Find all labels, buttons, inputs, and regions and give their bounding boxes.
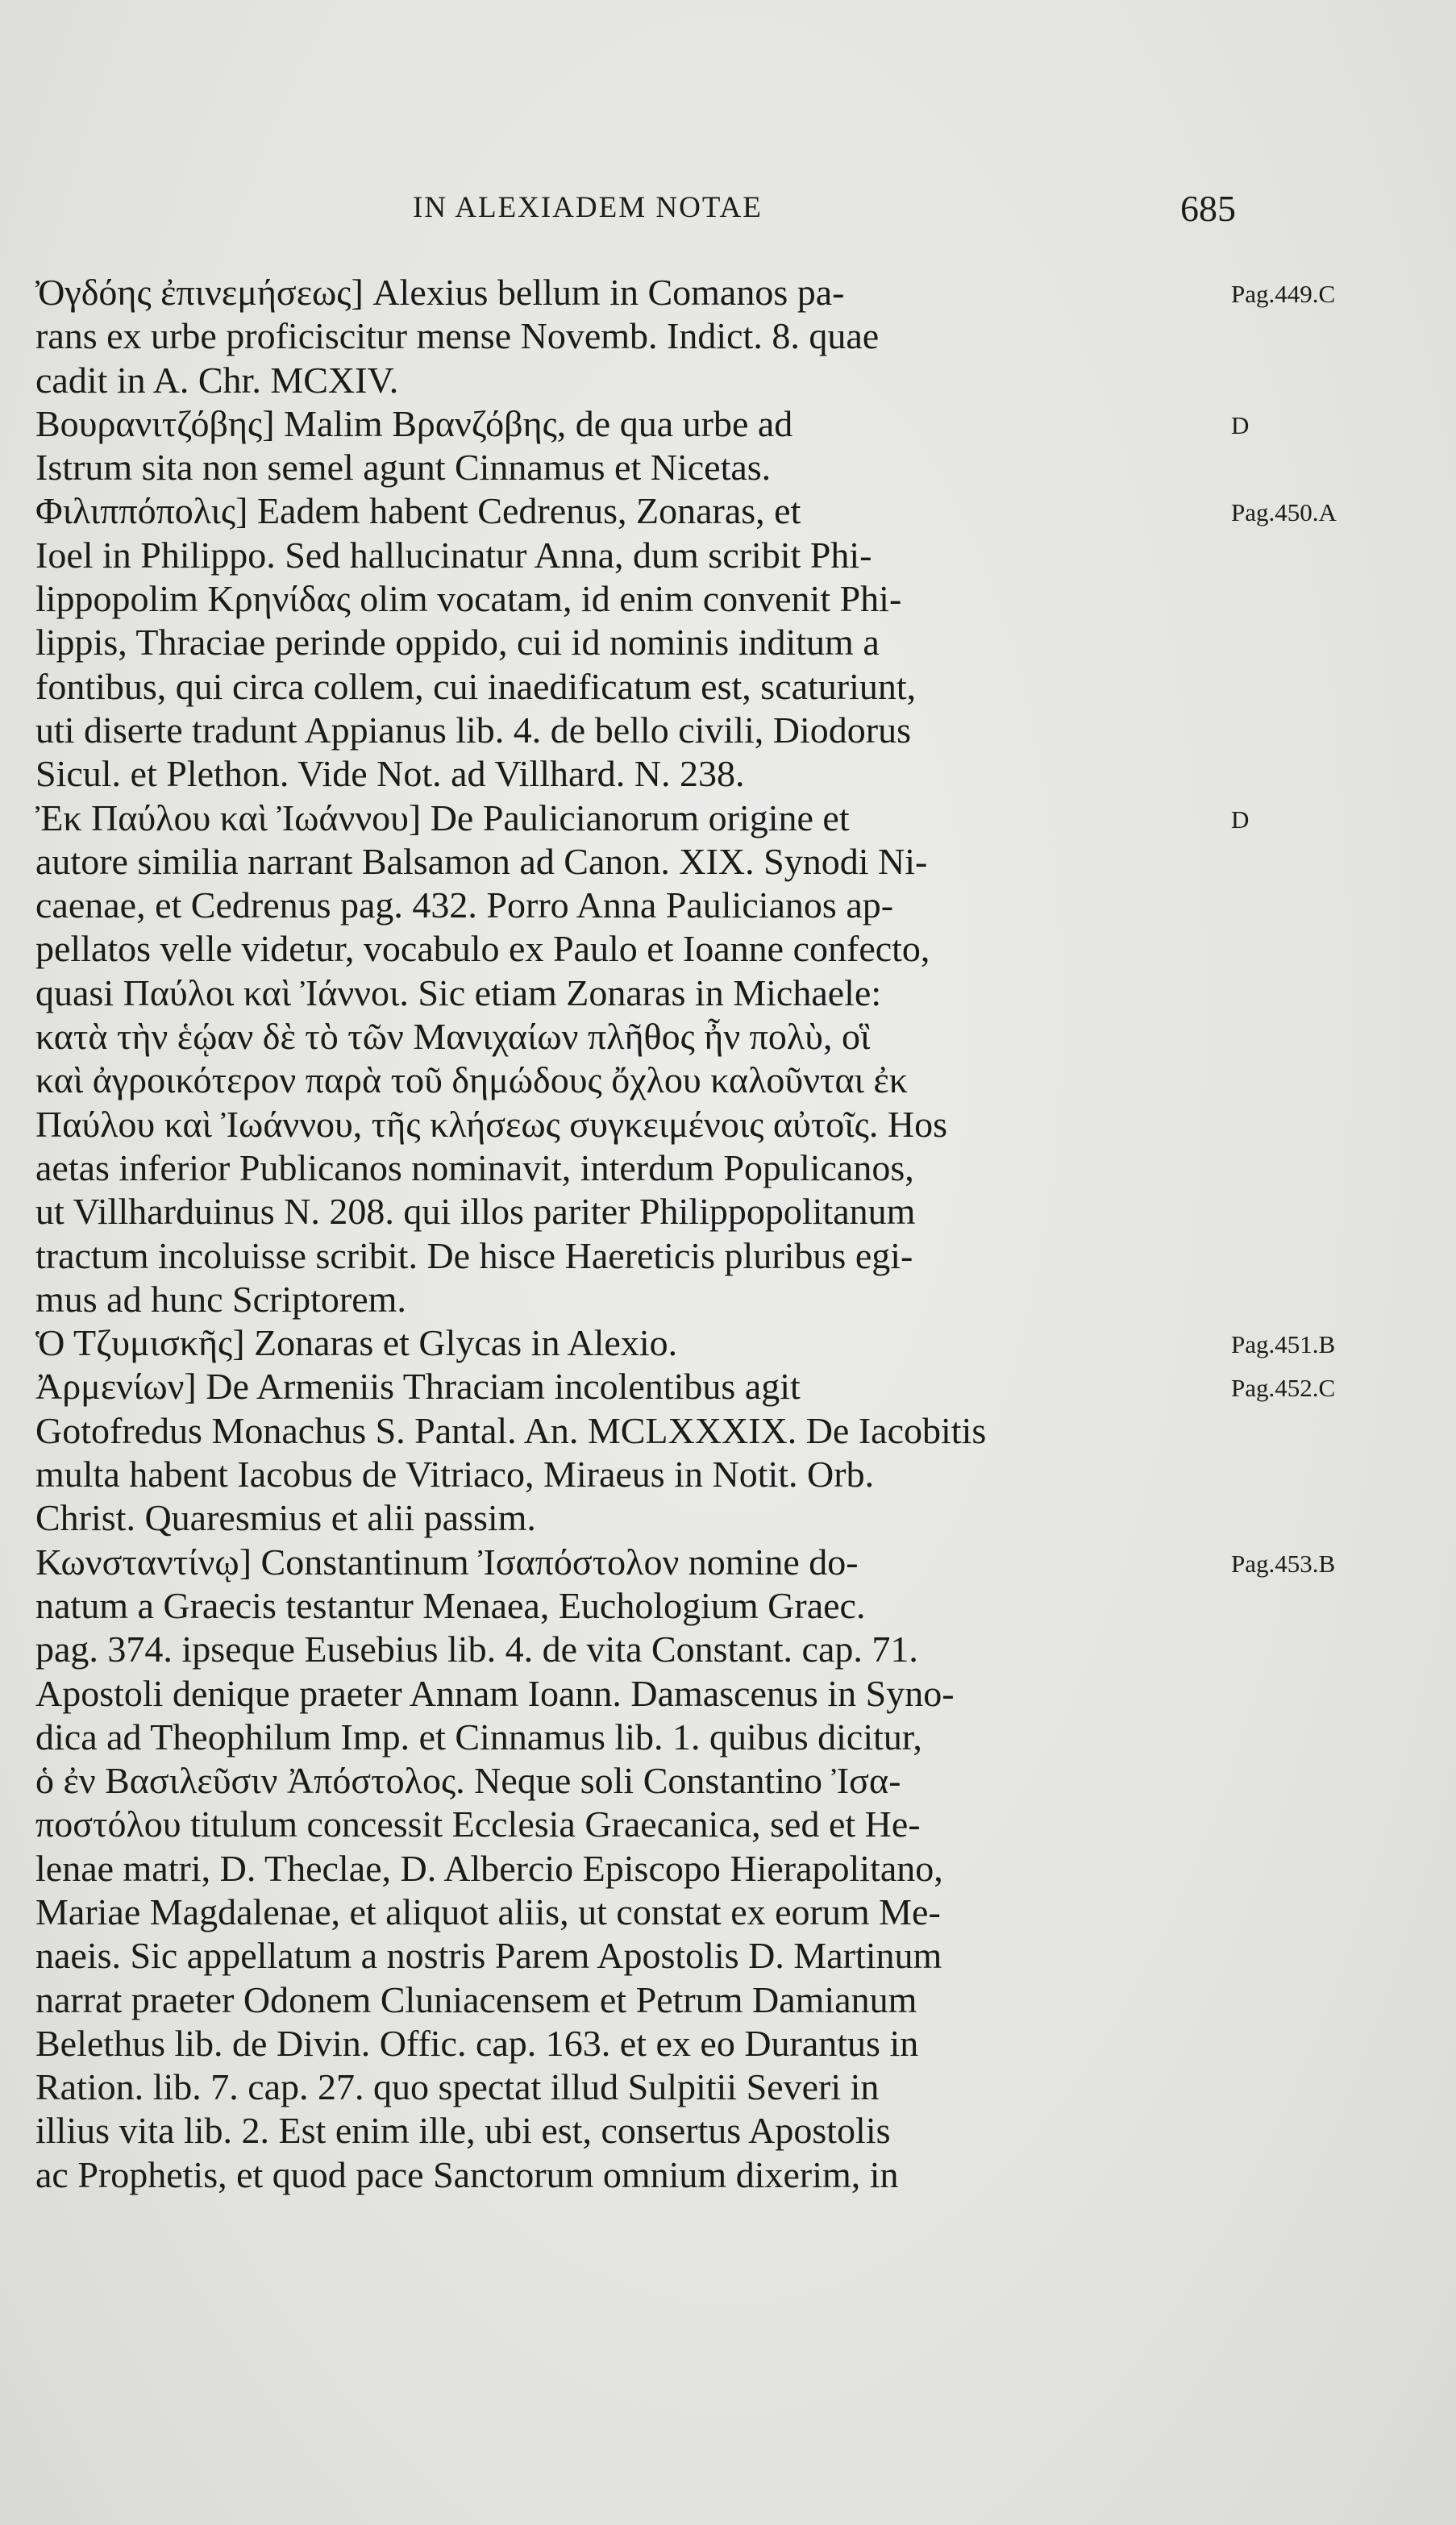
line-text: Ἀρμενίων] De Armeniis Thraciam incolentibus agit <box>35 1366 801 1408</box>
running-title: IN ALEXIADEM NOTAE <box>413 191 763 224</box>
text-line <box>35 1847 1227 1891</box>
text-line <box>35 1146 1227 1190</box>
text-line <box>35 1409 1227 1453</box>
line-text: Ἐκ Παύλου καὶ Ἰωάννου] De Paulicianorum origine et <box>35 797 850 838</box>
line-text: pag. 374. ipseque Eusebius lib. 4. de vita Constant. cap. 71. <box>35 1629 918 1670</box>
line-text: illius vita lib. 2. Est enim ille, ubi est, consertus Apostolis <box>35 2110 891 2152</box>
text-line <box>35 1059 1227 1102</box>
line-text: autore similia narrant Balsamon ad Canon. XIX. Synodi Ni- <box>35 840 928 882</box>
text-line <box>35 1672 1227 1716</box>
line-text: κατὰ τὴν ἑῴαν δὲ τὸ τῶν Μανιχαίων πλῆθος ἦν πολὺ, οἳ <box>35 1016 871 1058</box>
line-text: Ration. lib. 7. cap. 27. quo spectat illud Sulpitii Severi in <box>35 2066 880 2108</box>
text-line <box>35 1496 1227 1540</box>
text-line <box>35 359 1227 402</box>
text-line <box>35 1234 1227 1278</box>
line-text: ut Villharduinus N. 208. qui illos pariter Philippopolitanum <box>35 1191 916 1233</box>
text-line <box>35 1716 1227 1759</box>
line-text: rans ex urbe proficiscitur mense Novemb. Indict. 8. quae <box>35 315 880 357</box>
margin-reference: Pag.449.C <box>1231 280 1336 308</box>
line-text: ποστόλου titulum concessit Ecclesia Graecanica, sed et He- <box>35 1803 921 1845</box>
margin-reference: D <box>1231 410 1250 439</box>
line-text: caenae, et Cedrenus pag. 432. Porro Anna Paulicianos ap- <box>35 884 894 926</box>
page-header <box>0 187 1456 235</box>
line-text: lenae matri, D. Theclae, D. Albercio Episcopo Hierapolitano, <box>35 1847 943 1889</box>
line-text: Φιλιππόπολις] Eadem habent Cedrenus, Zonaras, et <box>35 490 801 532</box>
text-line <box>35 402 1250 446</box>
text-line <box>35 840 1227 884</box>
text-line <box>35 797 1250 840</box>
line-text: naeis. Sic appellatum a nostris Parem Apostolis D. Martinum <box>35 1935 942 1977</box>
line-text: fontibus, qui circa collem, cui inaedificatum est, scaturiunt, <box>35 665 917 707</box>
text-line <box>35 1453 1227 1496</box>
line-text: lippis, Thraciae perinde oppido, cui id nominis inditum a <box>35 622 880 663</box>
line-text: Παύλου καὶ Ἰωάννου, τῆς κλήσεως συγκειμένοις αὐτοῖς. Hos <box>35 1103 948 1145</box>
margin-reference: Pag.451.B <box>1231 1330 1336 1359</box>
text-line <box>35 1278 1227 1321</box>
line-text: Sicul. et Plethon. Vide Not. ad Villhard. N. 238. <box>35 753 745 795</box>
text-line <box>35 1891 1227 1934</box>
line-text: multa habent Iacobus de Vitriaco, Miraeus in Notit. Orb. <box>35 1454 875 1495</box>
text-line <box>35 2153 1227 2197</box>
line-text: ac Prophetis, et quod pace Sanctorum omnium dixerim, in <box>35 2153 899 2195</box>
line-text: ὁ ἐν Βασιλεῦσιν Ἀπόστολος. Neque soli Constantino Ἰσα- <box>35 1760 901 1802</box>
text-line <box>35 1584 1227 1628</box>
text-line <box>35 971 1227 1015</box>
text-line <box>35 446 1227 489</box>
margin-reference: Pag.450.A <box>1231 498 1337 527</box>
text-line <box>35 577 1227 621</box>
line-text: Gotofredus Monachus S. Pantal. An. MCLXXXIX. De Iacobitis <box>35 1409 987 1451</box>
text-line <box>35 1103 1227 1146</box>
text-line <box>35 271 1336 314</box>
line-text: Ὀγδόης ἐπινεμήσεως] Alexius bellum in Comanos pa- <box>35 272 845 313</box>
line-text: lippopolim Κρηνίδας olim vocatam, id enim convenit Phi- <box>35 578 902 620</box>
text-line <box>35 1015 1227 1059</box>
text-line <box>35 752 1227 796</box>
line-text: pellatos velle videtur, vocabulo ex Paulo et Ioanne confecto, <box>35 928 930 970</box>
line-text: Istrum sita non semel agunt Cinnamus et Nicetas. <box>35 447 772 489</box>
line-text: Βουρανιτζόβης] Malim Βρανζόβης, de qua urbe ad <box>35 402 793 444</box>
page-number: 685 <box>1180 188 1236 229</box>
text-line <box>35 2022 1227 2065</box>
text-line <box>35 1628 1227 1671</box>
line-text: quasi Παύλοι καὶ Ἰάννοι. Sic etiam Zonaras in Michaele: <box>35 971 882 1013</box>
text-line <box>35 665 1227 709</box>
line-text: Mariae Magdalenae, et aliquot aliis, ut constat ex eorum Me- <box>35 1891 941 1932</box>
text-line <box>35 1190 1227 1233</box>
line-text: narrat praeter Odonem Cluniacensem et Petrum Damianum <box>35 1978 917 2020</box>
line-text: Belethus lib. de Divin. Offic. cap. 163. et ex eo Durantus in <box>35 2022 919 2064</box>
text-line <box>35 1365 1336 1408</box>
margin-reference: Pag.452.C <box>1231 1374 1336 1403</box>
notes-body <box>35 271 1337 2197</box>
line-text: Apostoli denique praeter Annam Ioann. Damascenus in Syno- <box>35 1672 955 1714</box>
line-text: dica ad Theophilum Imp. et Cinnamus lib. 1. quibus dicitur, <box>35 1716 922 1758</box>
text-line <box>35 1321 1336 1365</box>
line-text: Christ. Quaresmius et alii passim. <box>35 1497 536 1539</box>
text-line <box>35 1541 1336 1584</box>
text-line <box>35 314 1227 358</box>
line-text: uti diserte tradunt Appianus lib. 4. de bello civili, Diodorus <box>35 709 911 751</box>
text-line <box>35 621 1227 664</box>
text-line <box>35 709 1227 752</box>
text-line <box>35 884 1227 927</box>
text-line <box>35 1759 1227 1803</box>
line-text: mus ad hunc Scriptorem. <box>35 1278 406 1320</box>
line-text: Ὁ Τζυμισκῆς] Zonaras et Glycas in Alexio. <box>35 1322 678 1364</box>
line-text: tractum incoluisse scribit. De hisce Haereticis pluribus egi- <box>35 1234 913 1276</box>
text-line <box>35 1978 1227 2022</box>
line-text: aetas inferior Publicanos nominavit, interdum Populicanos, <box>35 1146 914 1188</box>
text-line <box>35 927 1227 971</box>
text-line <box>35 489 1337 533</box>
text-line <box>35 2065 1227 2109</box>
line-text: καὶ ἀγροικότερον παρὰ τοῦ δημώδους ὄχλου καλοῦνται ἐκ <box>35 1059 908 1101</box>
text-line <box>35 1803 1227 1846</box>
text-line <box>35 534 1227 577</box>
line-text: Κωνσταντίνῳ] Constantinum Ἰσαπόστολον nomine do- <box>35 1541 859 1583</box>
line-text: Ioel in Philippo. Sed hallucinatur Anna, dum scribit Phi- <box>35 534 872 576</box>
text-line <box>35 1934 1227 1978</box>
line-text: cadit in A. Chr. MCXIV. <box>35 359 399 401</box>
margin-reference: Pag.453.B <box>1231 1549 1336 1578</box>
line-text: natum a Graecis testantur Menaea, Euchologium Graec. <box>35 1584 866 1626</box>
margin-reference: D <box>1231 805 1250 834</box>
text-line <box>35 2109 1227 2153</box>
